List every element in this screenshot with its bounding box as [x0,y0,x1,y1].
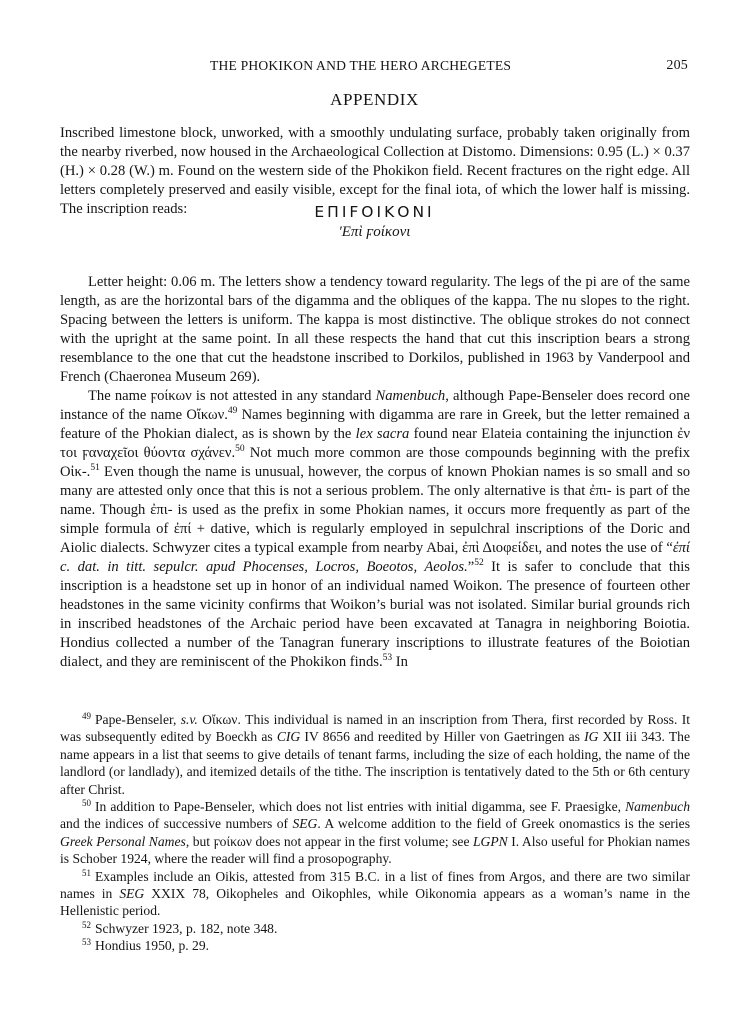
appendix-heading: APPENDIX [330,90,419,109]
text-run: XII iii 343. The name appears in a list that seems to give details of tenant farms, including the size of each holding, the name of the landlord (or landlady), and itemized details of the tithe. The inscription is tentatively dated to the 5th or 6th century after Christ. [60,729,691,797]
text-run: Even though the name is unusual, however, the corpus of known Phokian names is so small and so many are attested only once that this is not a serious problem. The only alternative is that ἐπι- is part of the name. Though ἐπι- is used as the prefix in some Phokian names, it occurs more frequently as part of the simple formula of ἐπί + dative, which is regularly employed in sepulchral inscriptions of the Doric and Aiolic dialects. Schwyzer cites a typical example from nearby Abai, ἐπὶ Διοφείδει, and notes the use of “ [60,464,690,556]
text-run: Schwyzer 1923, p. 182, note 348. [95,920,278,936]
footnote-number: 50 [82,798,91,809]
italic-term: s.v. [180,712,198,727]
running-head [62,58,688,78]
text-run: . A welcome addition to the field of Greek onomastics is the series [317,816,690,832]
footnote-number: 49 [82,711,91,721]
text-run: , but ϝοίκων does not appear in the first volume; see [185,833,473,849]
italic-term: Namenbuch [625,799,690,815]
inscription-block [0,202,749,242]
text-run: Hondius 1950, p. 29. [95,938,210,954]
text-run: Not much more common are those compounds beginning with the prefix Οἰκ-. [60,445,690,480]
inscription-transcription: 'Επὶ ϝοίκονι [338,224,411,240]
footnote-number: 53 [82,937,91,948]
footnote-49 [60,711,690,798]
text-run: and the indices of successive numbers of [60,816,293,832]
text-run: Pape-Benseler, [95,712,181,727]
italic-term: LGPN [473,833,508,849]
italic-term: IG [584,729,599,745]
footnote-51 [60,868,690,920]
page-number: 205 [666,58,688,73]
text-run: Examples include an Oikis, attested from 315 B.C. in a list of fines from Argos, and there are two similar names in [60,868,690,902]
italic-term: Greek Personal Names [60,833,186,849]
footnote-ref-53[interactable]: 53 [382,653,393,663]
description-paragraph: Inscribed limestone block, unworked, with a smoothly undulating surface, probably taken originally from the nearby riverbed, now housed in the Archaeological Collection at Distomo. Dimensions: 0.95 (L.) × 0.37 (H.) × 0.28 (W.) m. Found on the western side of the Phokikon field. Recent fractures on the right edge. All letters completely preserved and easily visible, except for the final iota, of which the lower half is missing. The inscription reads: [60,125,690,217]
text-run: In addition to Pape-Benseler, which does not list entries with initial digamma, see F. Praesigke, [95,799,626,815]
footnote-52 [60,920,690,937]
running-title: THE PHOKIKON AND THE HERO ARCHEGETES [210,58,512,73]
footnote-ref-49[interactable]: 49 [227,406,238,416]
italic-term: SEG [292,816,318,832]
text-run: I. Also useful for Phokian names is Schober 1924, where the reader will find a prosopography. [60,833,691,867]
italic-term: lex sacra [355,426,410,442]
footnote-53 [60,937,690,954]
footnote-ref-52[interactable]: 52 [474,558,484,568]
text-run: The name ϝοίκων is not attested in any standard [88,388,376,404]
footnote-number: 51 [82,867,91,878]
footnote-number: 52 [82,919,91,930]
italic-term: SEG [119,886,145,902]
discussion [60,273,690,672]
text-run: ” [467,559,475,575]
text-run: found near Elateia containing the injunction ἐν τοι ϝαναχεῖοι θύοντα σχάνεν. [60,426,690,461]
text-run: IV 8656 and reedited by Hiller von Gaetringen as [300,729,585,745]
text-run: In [392,654,408,670]
italic-term: Namenbuch [375,388,446,404]
text-run: It is safer to conclude that this inscription is a headstone set up in honor of an individual named Woikon. The presence of fourteen other headstones in the same vicinity confirms that Woikon’s burial was not isolated. Similar burial grounds rich in inscribed headstones of the Archaic period have been excavated at Tanagra in neighboring Boiotia. Hondius collected a number of the Tanagran funerary inscriptions to illustrate features of the Boiotian dialect, and they are reminiscent of the Phokikon finds. [60,559,690,670]
footnote-ref-50[interactable]: 50 [235,444,245,454]
text-run: XXIX 78, Oikopheles and Oikophles, while Oikonomia appears as a woman’s name in the Hellenistic period. [60,886,690,919]
paragraph-name-analysis [60,387,690,672]
text-run: Οἴκων. This individual is named in an inscription from Thera, first recorded by Ross. It was subsequently edited by Boeckh as [60,712,690,745]
text-run: Names beginning with digamma are rare in Greek, but the letter remained a feature of the Phokian dialect, as is shown by the [60,407,690,442]
footnotes [60,711,690,955]
paragraph-letter-analysis: Letter height: 0.06 m. The letters show a tendency toward regularity. The legs of the pi are of the same length, as are the horizontal bars of the digamma and the obliques of the kappa. The nu slopes to the right. Spacing between the letters is uniform. The kappa is most distinctive. The oblique strokes do not connect with the upright at the same point. In all these respects the hand that cut this inscription bears a strong resemblance to the one that cut the headstone inscribed to Dorkilos, published in 1963 by Vanderpool and French (Chaeronea Museum 269). [60,274,690,385]
italic-term: CIG [276,729,301,745]
inscription-text: ΕΠΙFΟΙΚΟΝΙ [314,203,435,221]
footnote-ref-51[interactable]: 51 [90,463,100,473]
italic-quote: ἐπί c. dat. in titt. sepulcr. apud Phocenses, Locros, Boeotos, Aeolos. [60,540,690,575]
text-run: , although Pape-Benseler does record one instance of the name Οἴκων. [60,388,690,423]
footnote-50 [60,798,690,868]
